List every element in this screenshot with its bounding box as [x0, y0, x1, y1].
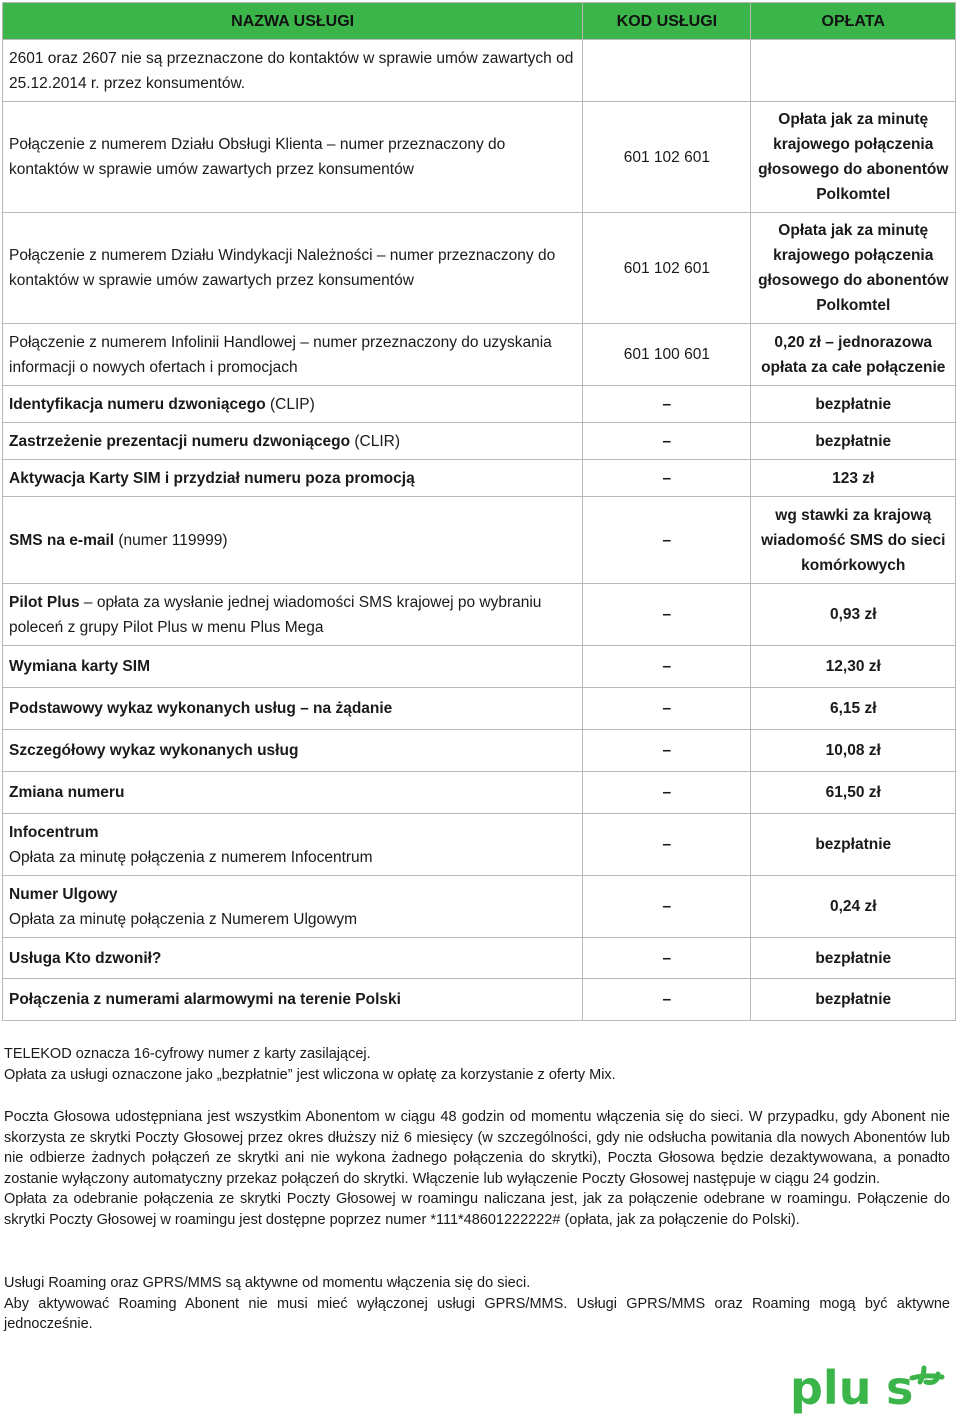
header-code: KOD USŁUGI [583, 3, 751, 40]
notes-block-3 [4, 1273, 950, 1335]
row-fee: bezpłatnie [751, 423, 956, 460]
row-fee: 12,30 zł [751, 646, 956, 688]
row-name: Aktywacja Karty SIM i przydział numeru poza promocją [3, 460, 583, 497]
table-row [3, 102, 956, 213]
note-telekod: TELEKOD oznacza 16-cyfrowy numer z karty zasilającej. [4, 1046, 371, 1062]
row-code: – [583, 814, 751, 876]
logo-wordmark: plu [790, 1361, 872, 1414]
row-code: – [583, 646, 751, 688]
price-table [2, 2, 956, 1021]
row-name: Podstawowy wykaz wykonanych usług – na żądanie [3, 688, 583, 730]
header-name: NAZWA USŁUGI [3, 3, 583, 40]
row-code: – [583, 386, 751, 423]
row-code: – [583, 938, 751, 979]
row-name: Połączenie z numerem Infolinii Handlowej – numer przeznaczony do uzyskania informacji o nowych ofertach i promocjach [3, 324, 583, 386]
table-row [3, 423, 956, 460]
row-fee: 61,50 zł [751, 772, 956, 814]
row-fee: 0,93 zł [751, 584, 956, 646]
row-code: – [583, 876, 751, 938]
table-row [3, 730, 956, 772]
logo-cross-icon [912, 1368, 942, 1383]
row-fee: 123 zł [751, 460, 956, 497]
table-row [3, 646, 956, 688]
header-fee: OPŁATA [751, 3, 956, 40]
note-voicemail-1: Poczta Głosowa udostępniana jest wszystkim Abonentom w ciągu 48 godzin od momentu włączenia się do sieci. W przypadku, gdy Abonent nie skorzysta ze skrytki Poczty Głosowej przez okres dłuższy niż 6 miesięcy (w szczególności, gdy nie odsłucha powitania dla nowych Abonentów lub nie odbierze żadnych połączeń ze skrytki ani nie wykona żadnego połączenia do skrytki), Poczta Głosowa będzie dezaktywowana, a ponadto zostanie wyłączony automatyczny przekaz połączeń do skrytki. Włączenie lub wyłączenie Poczty Głosowej następuje w ciągu 24 godzin. [4, 1109, 950, 1187]
row-name: Zastrzeżenie prezentacji numeru dzwoniącego (CLIR) [3, 423, 583, 460]
logo-wordmark-s: s [886, 1361, 914, 1414]
table-row [3, 40, 956, 102]
row-fee: bezpłatnie [751, 814, 956, 876]
note-roaming-1: Usługi Roaming oraz GPRS/MMS są aktywne od momentu włączenia się do sieci. [4, 1275, 531, 1291]
row-fee: Opłata jak za minutę krajowego połączenia głosowego do abonentów Polkomtel [751, 102, 956, 213]
table-row [3, 876, 956, 938]
plus-logo [788, 1360, 948, 1414]
row-name: Połączenia z numerami alarmowymi na terenie Polski [3, 979, 583, 1021]
row-name: Połączenie z numerem Działu Obsługi Klienta – numer przeznaczony do kontaktów w sprawie umów zawartych przez konsumentów [3, 102, 583, 213]
row-code: – [583, 584, 751, 646]
row-fee: wg stawki za krajową wiadomość SMS do sieci komórkowych [751, 497, 956, 584]
table-row [3, 688, 956, 730]
row-name: Numer Ulgowy Opłata za minutę połączenia z Numerem Ulgowym [3, 876, 583, 938]
row-code [583, 40, 751, 102]
note-roaming-2: Aby aktywować Roaming Abonent nie musi mieć wyłączonej usługi GPRS/MMS. Usługi GPRS/MMS oraz Roaming mogą być aktywne jednocześnie. [4, 1295, 950, 1332]
table-row [3, 979, 956, 1021]
row-code: – [583, 772, 751, 814]
row-code: – [583, 460, 751, 497]
row-fee: 0,24 zł [751, 876, 956, 938]
note-free: Opłata za usługi oznaczone jako „bezpłatnie” jest wliczona w opłatę za korzystanie z oferty Mix. [4, 1066, 616, 1083]
row-name: SMS na e-mail (numer 119999) [3, 497, 583, 584]
row-code: 601 102 601 [583, 102, 751, 213]
row-name: Wymiana karty SIM [3, 646, 583, 688]
table-row [3, 772, 956, 814]
row-code: – [583, 730, 751, 772]
table-row [3, 497, 956, 584]
table-row [3, 386, 956, 423]
row-fee: 0,20 zł – jednorazowa opłata za całe połączenie [751, 324, 956, 386]
row-name: Połączenie z numerem Działu Windykacji Należności – numer przeznaczony do kontaktów w sprawie umów zawartych przez konsumentów [3, 213, 583, 324]
notes-block-1 [4, 1044, 950, 1085]
table-row [3, 324, 956, 386]
row-name: Usługa Kto dzwonił? [3, 938, 583, 979]
table-row [3, 460, 956, 497]
table-row [3, 938, 956, 979]
row-fee [751, 40, 956, 102]
row-fee: bezpłatnie [751, 938, 956, 979]
row-code: – [583, 688, 751, 730]
table-row [3, 814, 956, 876]
row-name: Pilot Plus – opłata za wysłanie jednej wiadomości SMS krajowej po wybraniu poleceń z grupy Pilot Plus w menu Plus Mega [3, 584, 583, 646]
table-row [3, 213, 956, 324]
row-fee: bezpłatnie [751, 979, 956, 1021]
table-header-row [3, 3, 956, 40]
row-code: – [583, 497, 751, 584]
row-name: Infocentrum Opłata za minutę połączenia z numerem Infocentrum [3, 814, 583, 876]
row-code: – [583, 423, 751, 460]
row-code: 601 100 601 [583, 324, 751, 386]
row-name: Szczegółowy wykaz wykonanych usług [3, 730, 583, 772]
table-row [3, 584, 956, 646]
row-fee: 10,08 zł [751, 730, 956, 772]
row-code: – [583, 979, 751, 1021]
row-code: 601 102 601 [583, 213, 751, 324]
row-fee: Opłata jak za minutę krajowego połączenia głosowego do abonentów Polkomtel [751, 213, 956, 324]
row-name: Zmiana numeru [3, 772, 583, 814]
row-name: Identyfikacja numeru dzwoniącego (CLIP) [3, 386, 583, 423]
note-voicemail-2: Opłata za odebranie połączenia ze skrytki Poczty Głosowej w roamingu naliczana jest, jak za połączenie odebrane w roamingu. Połączenie do skrytki Poczty Głosowej w roamingu jest dostępne poprzez numer *111*48601222222# (opłata, jak za połączenie do Polski). [4, 1191, 950, 1228]
row-fee: 6,15 zł [751, 688, 956, 730]
row-name: 2601 oraz 2607 nie są przeznaczone do kontaktów w sprawie umów zawartych od 25.12.2014 r. przez konsumentów. [3, 40, 583, 102]
row-fee: bezpłatnie [751, 386, 956, 423]
notes-block-2 [4, 1107, 950, 1230]
